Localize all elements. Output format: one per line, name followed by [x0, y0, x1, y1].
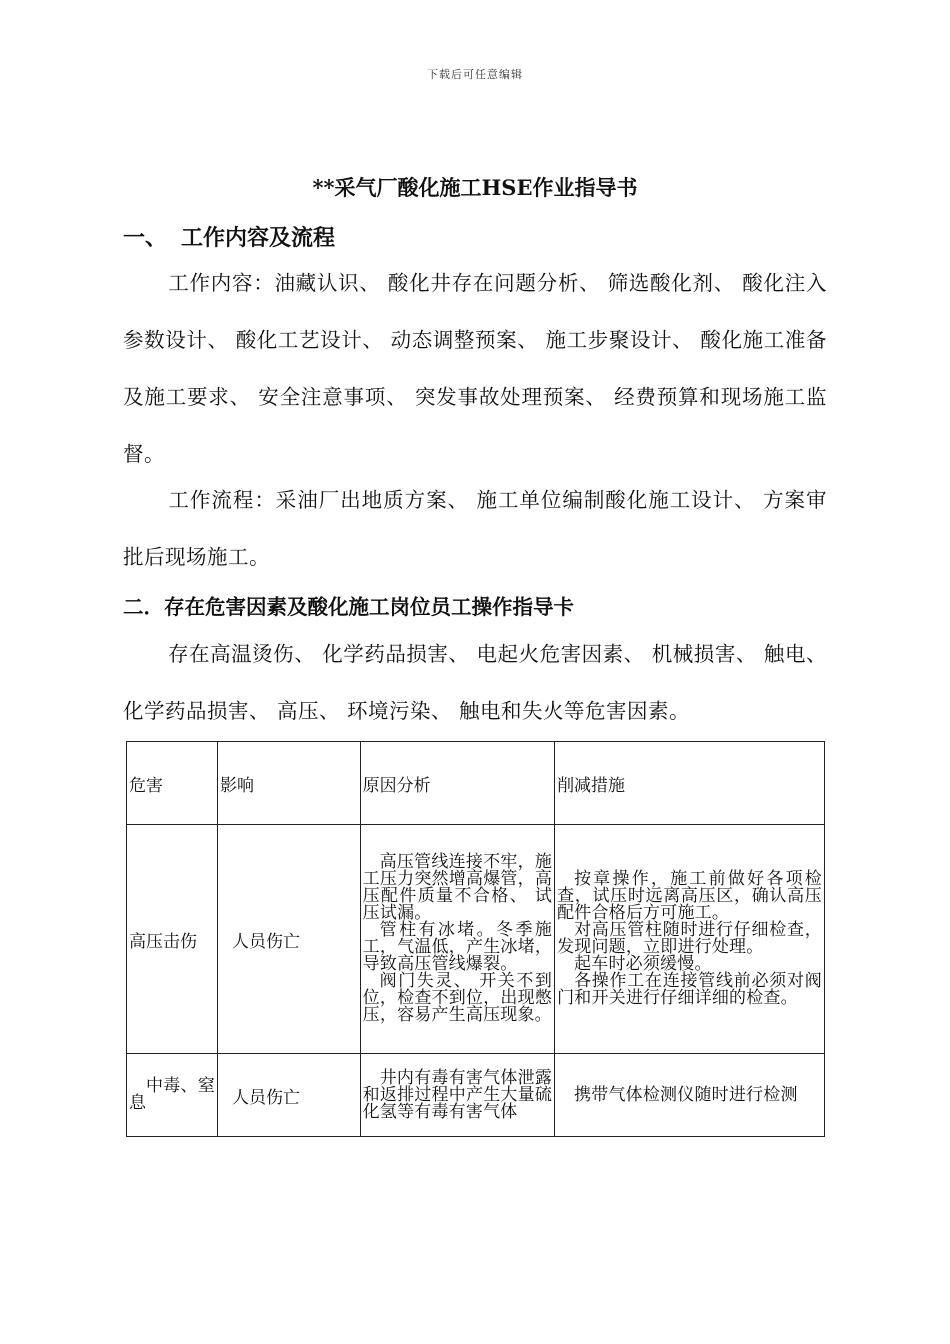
impact-cell: 人员伤亡 — [217, 1054, 360, 1137]
cause-cell — [360, 1054, 554, 1137]
measure-item: 按章操作，施工前做好各项检查，试压时远离高压区，确认高压配件合格后方可施工。 — [557, 869, 822, 923]
section-1-title: 工作内容及流程 — [181, 225, 336, 251]
measure-item: 携带气体检测仪随时进行检测 — [574, 1084, 798, 1105]
measure-cell — [555, 825, 825, 1054]
hazard-cell — [127, 1054, 218, 1137]
measure-item: 起车时必须缓慢。 — [574, 954, 712, 974]
header-impact: 影响 — [217, 742, 360, 825]
section-2-heading: 二．存在危害因素及酸化施工岗位员工操作指导卡 — [123, 595, 574, 619]
table-row — [127, 825, 825, 1054]
hazard-text: 中毒、窒息 — [129, 1076, 215, 1113]
hazard-cell: 高压击伤 — [127, 825, 218, 1054]
cause-item: 井内有毒有害气体泄露和返排过程中产生大量硫化氢等有毒有害气体 — [362, 1067, 553, 1122]
document-title: **采气厂酸化施工HSE作业指导书 — [312, 175, 638, 200]
work-flow-text: 工作流程：采油厂出地质方案、 施工单位编制酸化施工设计、 方案审批后现场施工。 — [123, 488, 827, 569]
work-flow-paragraph — [123, 472, 827, 586]
cause-item: 高压管线连接不牢，施工压力突然增高爆管，高压配件质量不合格、 试压试漏。 — [362, 852, 553, 923]
header-note: 下载后可任意编辑 — [427, 68, 523, 81]
section-1-number: 一、 — [123, 225, 168, 251]
cause-cell — [360, 825, 554, 1054]
cause-item: 阀门失灵、 开关不到位，检查不到位，出现憋压，容易产生高压现象。 — [362, 971, 553, 1025]
table-row — [127, 1054, 825, 1137]
header-cause: 原因分析 — [360, 742, 554, 825]
header-measure: 削减措施 — [555, 742, 825, 825]
hazard-intro-paragraph — [123, 626, 827, 740]
measure-item: 对高压管柱随时进行仔细检查，发现问题，立即进行处理。 — [557, 920, 822, 957]
measure-cell — [555, 1054, 825, 1137]
header-hazard: 危害 — [127, 742, 218, 825]
measure-item: 各操作工在连接管线前必须对阀门和开关进行仔细详细的检查。 — [557, 971, 822, 1008]
hazard-intro-text: 存在高温烫伤、 化学药品损害、 电起火危害因素、 机械损害、 触电、 化学药品损害、 高压、 环境污染、 触电和失火等危害因素。 — [123, 642, 827, 723]
work-content-text: 工作内容：油藏认识、 酸化井存在问题分析、 筛选酸化剂、 酸化注入参数设计、 酸化工艺设计、 动态调整预案、 施工步聚设计、 酸化施工准备及施工要求、 安全注意事项、 突发事故处理预案、 经费预算和现场施工监督。 — [123, 271, 827, 466]
cause-item: 管柱有冰堵。冬季施工，气温低，产生冰堵，导致高压管线爆裂。 — [362, 920, 553, 974]
hazard-table — [126, 741, 825, 1137]
table-header-row — [127, 742, 825, 825]
work-content-paragraph — [123, 255, 827, 483]
section-1-heading — [123, 221, 335, 252]
impact-cell: 人员伤亡 — [217, 825, 360, 1054]
